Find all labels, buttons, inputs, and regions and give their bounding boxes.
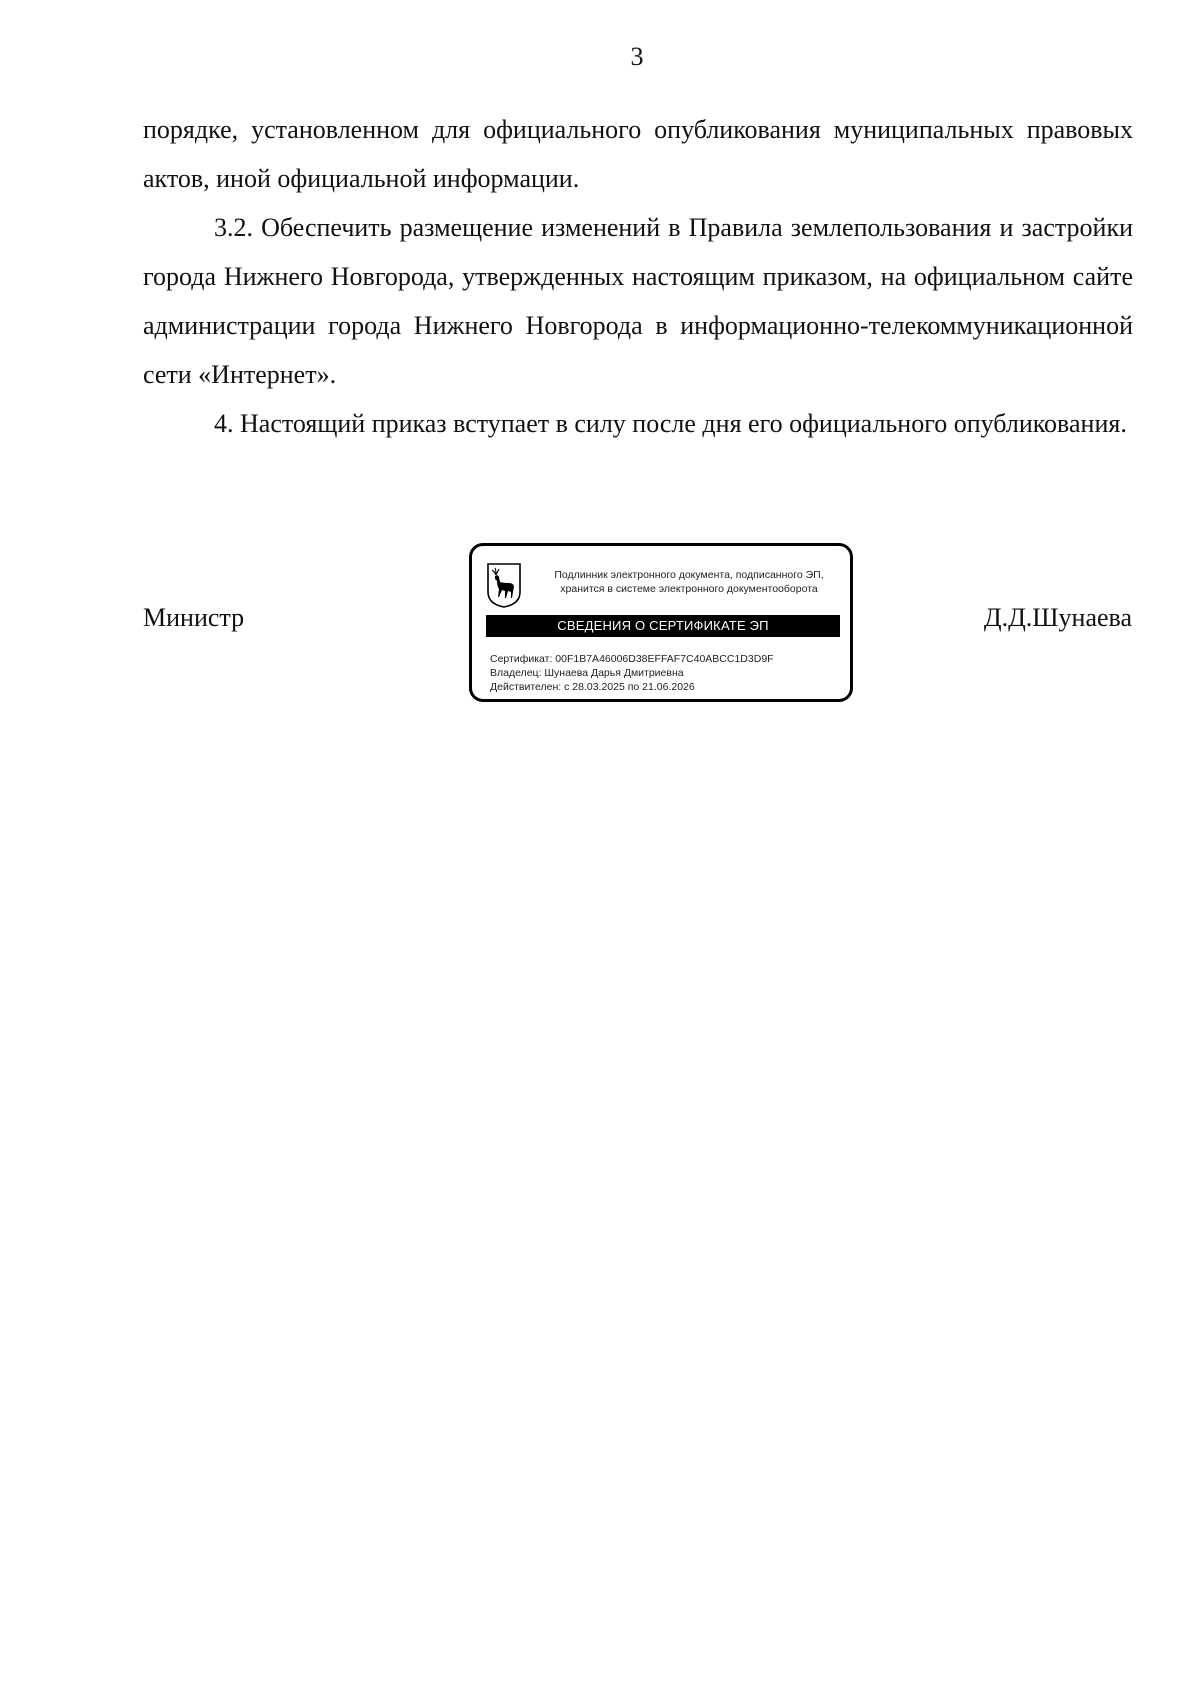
certificate-validity: Действителен: с 28.03.2025 по 21.06.2026 (490, 681, 695, 693)
paragraph-4: 4. Настоящий приказ вступает в силу после дня его официального опубликования. (214, 409, 1127, 438)
signer-position: Министр (143, 603, 245, 632)
document-body (143, 105, 1133, 448)
page-number: 3 (630, 42, 644, 71)
certificate-serial: Сертификат: 00F1B7A46006D38EFFAF7C40ABCC1D3D9F (490, 653, 774, 665)
stamp-header-line-1: Подлинник электронного документа, подписанного ЭП, (554, 569, 824, 581)
stamp-header-line-2: хранится в системе электронного документооборота (560, 583, 818, 595)
stamp-header (534, 568, 844, 596)
certificate-owner: Владелец: Шунаева Дарья Дмитриевна (490, 667, 684, 679)
deer-coat-of-arms-icon (486, 562, 522, 608)
signer-name: Д.Д.Шунаева (983, 603, 1132, 632)
paragraph-continuation: порядке, установленном для официального опубликования муниципальных правовых актов, иной официальной информации. (143, 115, 1133, 193)
certificate-details (490, 652, 840, 694)
electronic-signature-stamp (469, 543, 853, 702)
paragraph-3-2: 3.2. Обеспечить размещение изменений в Правила землепользования и застройки города Нижнего Новгорода, утвержденных настоящим приказом, на официальном сайте администрации города Нижнего Новгорода в информационно-телекоммуникационной сети «Интернет». (143, 213, 1133, 389)
stamp-banner: СВЕДЕНИЯ О СЕРТИФИКАТЕ ЭП (486, 615, 840, 637)
